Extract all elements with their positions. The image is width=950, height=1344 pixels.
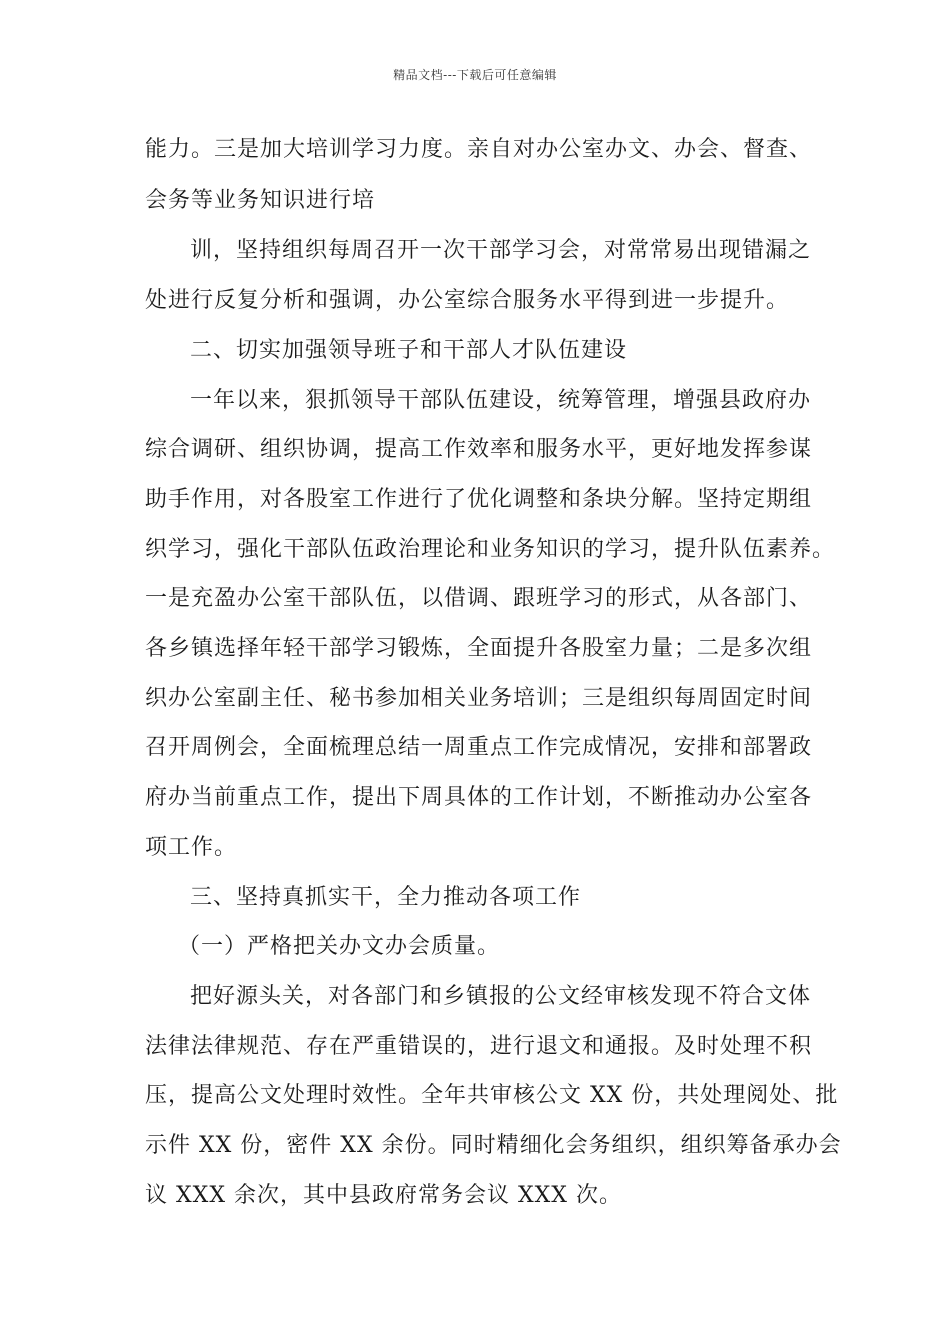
section-heading: 三、坚持真抓实干，全力推动各项工作 [190,885,582,910]
text-line: 会务等业务知识进行培 [145,188,376,213]
text-line: 议 XXX 余次，其中县政府常务会议 XXX 次。 [145,1183,622,1208]
text-line: 处进行反复分析和强调，办公室综合服务水平得到进一步提升。 [145,288,790,313]
text-line: 示件 XX 份，密件 XX 余份。同时精细化会务组织，组织筹备承办会 [145,1133,842,1158]
text-line: 综合调研、组织协调，提高工作效率和服务水平，更好地发挥参谋 [145,437,813,462]
text-line: 项工作。 [145,835,238,860]
subsection-heading: （一）严格把关办文办会质量。 [178,934,501,959]
text-line: 一是充盈办公室干部队伍，以借调、跟班学习的形式，从各部门、 [145,586,813,611]
text-line: 训，坚持组织每周召开一次干部学习会，对常常易出现错漏之 [190,238,812,263]
text-line: 助手作用，对各股室工作进行了优化调整和条块分解。坚持定期组 [145,487,813,512]
text-line: 织办公室副主任、秘书参加相关业务培训；三是组织每周固定时间 [145,686,813,711]
text-line: 能力。三是加大培训学习力度。亲自对办公室办文、办会、督查、 [145,137,813,162]
text-line: 把好源头关，对各部门和乡镇报的公文经审核发现不符合文体 [190,984,812,1009]
text-line: 府办当前重点工作，提出下周具体的工作计划，不断推动办公室各 [145,785,813,810]
text-line: 各乡镇选择年轻干部学习锻炼，全面提升各股室力量；二是多次组 [145,636,813,661]
text-line: 召开周例会，全面梳理总结一周重点工作完成情况，安排和部署政 [145,735,813,760]
text-line: 法律法律规范、存在严重错误的，进行退文和通报。及时处理不积 [145,1034,813,1059]
text-line: 织学习，强化干部队伍政治理论和业务知识的学习，提升队伍素养。 [145,537,836,562]
text-line: 压，提高公文处理时效性。全年共审核公文 XX 份，共处理阅处、批 [145,1083,839,1108]
page-header: 精品文档---下载后可任意编辑 [393,68,557,82]
text-line: 一年以来，狠抓领导干部队伍建设，统筹管理，增强县政府办 [190,388,812,413]
section-heading: 二、切实加强领导班子和干部人才队伍建设 [190,338,628,363]
